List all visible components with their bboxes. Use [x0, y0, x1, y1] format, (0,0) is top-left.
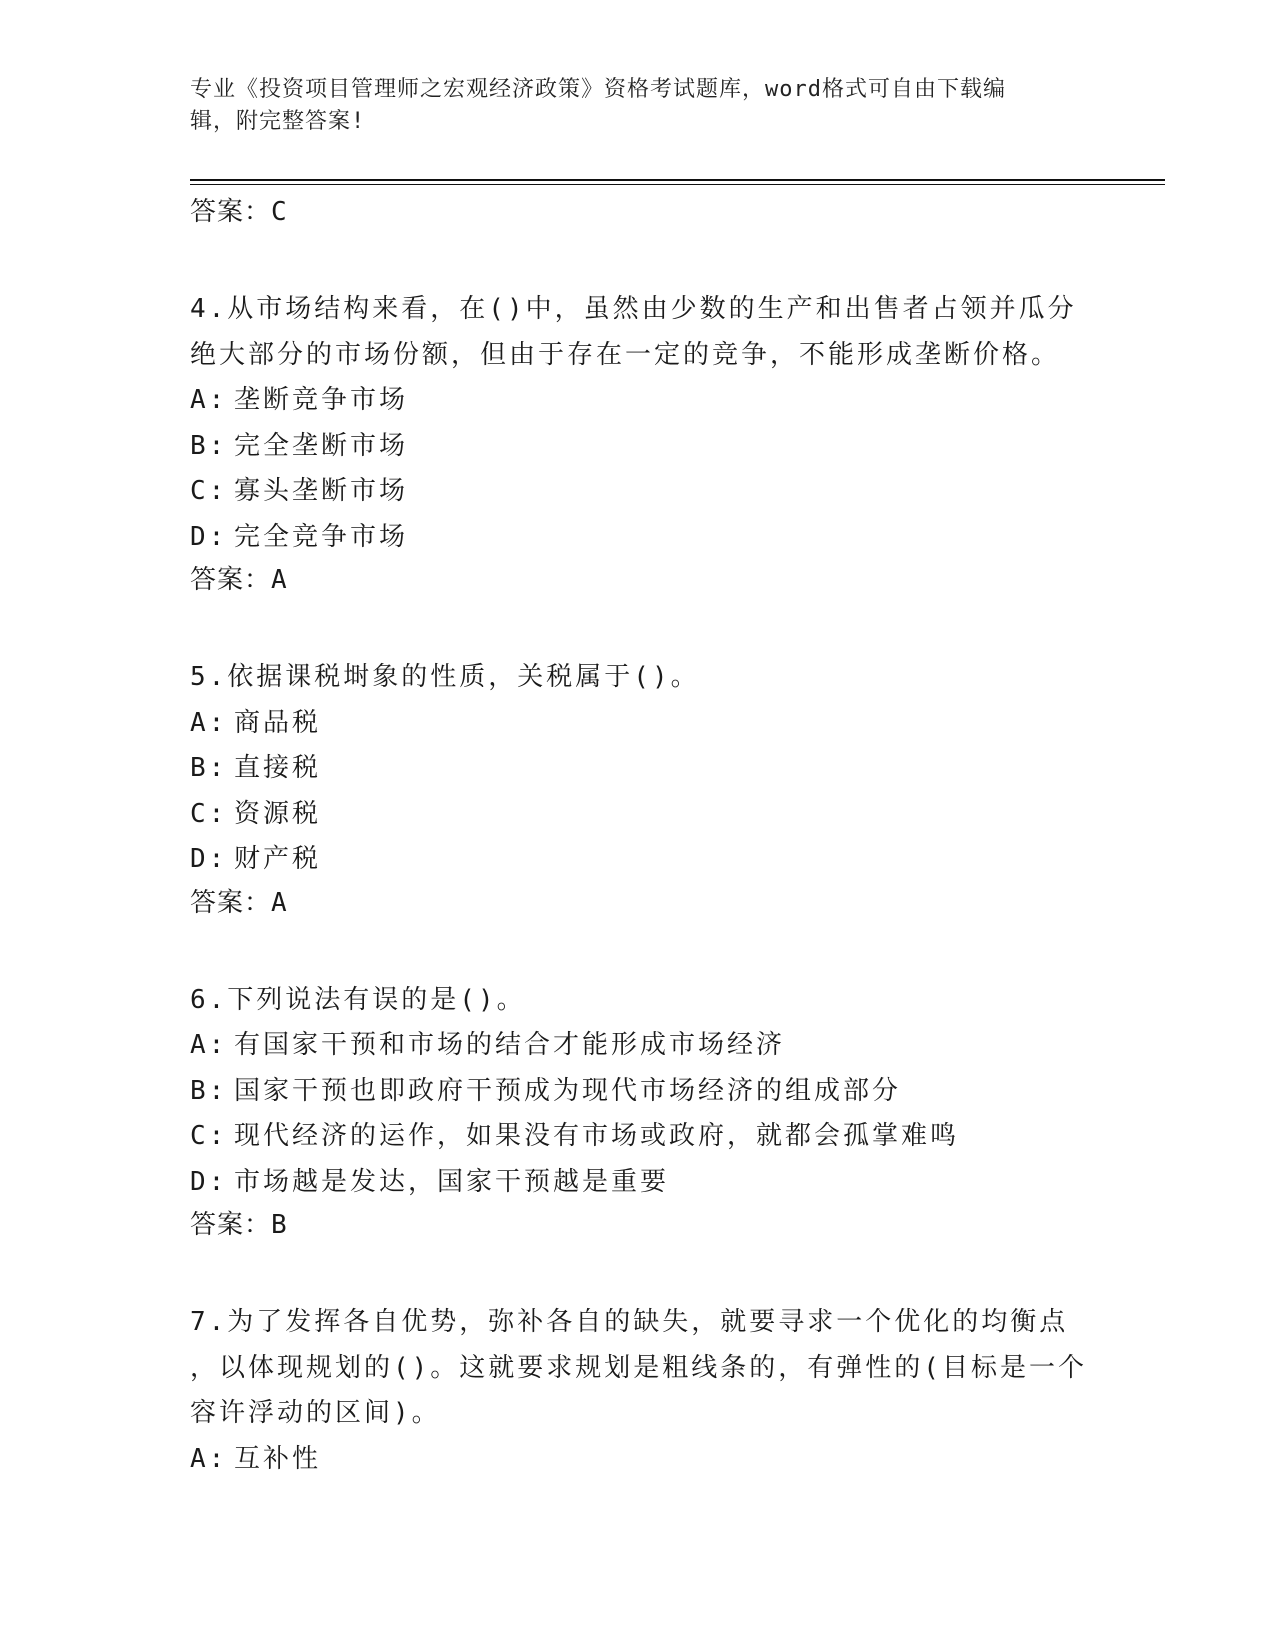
question-block — [190, 1300, 1090, 1482]
option-c — [190, 469, 1090, 515]
question-stem — [190, 978, 1090, 1024]
question-stem-line: 7.为了发挥各自优势，弥补各自的缺失，就要寻求一个优化的均衡点 — [190, 1307, 1069, 1337]
header-line-2: 辑，附完整答案! — [190, 109, 366, 134]
option-d — [190, 515, 1090, 561]
option-letter: A: — [190, 707, 228, 738]
option-text: 市场越是发达，国家干预越是重要 — [234, 1166, 670, 1197]
option-text: 商品税 — [234, 707, 322, 738]
option-letter: D: — [190, 521, 228, 552]
option-text: 寡头垄断市场 — [234, 476, 409, 506]
question-stem-line: ，以体现规划的()。这就要求规划是粗线条的，有弹性的(目标是一个 — [190, 1352, 1087, 1383]
answer-label: 答案： — [190, 197, 272, 227]
question-block — [190, 655, 1090, 923]
question-block — [190, 287, 1090, 600]
option-letter: D: — [190, 1166, 228, 1197]
question-stem-line: 绝大部分的市场份额，但由于存在一定的竞争，不能形成垄断价格。 — [190, 339, 1061, 370]
option-c — [190, 1114, 1090, 1160]
option-letter: D: — [190, 844, 228, 874]
option-b — [190, 746, 1090, 792]
page-header — [190, 74, 1090, 138]
option-letter: A: — [190, 1030, 228, 1060]
option-letter: A: — [190, 1443, 228, 1474]
question-stem-line: 容许浮动的区间)。 — [190, 1398, 441, 1428]
answer-value: A — [271, 887, 288, 918]
answer-value: C — [271, 197, 288, 227]
answer-label: 答案： — [190, 565, 272, 595]
option-letter: C: — [190, 476, 228, 506]
option-a — [190, 378, 1090, 424]
answer-line — [190, 883, 1090, 923]
option-text: 互补性 — [234, 1443, 322, 1474]
option-letter: C: — [190, 1121, 228, 1151]
option-text: 国家干预也即政府干预成为现代市场经济的组成部分 — [234, 1075, 902, 1106]
question-stem-line: 6.下列说法有误的是()。 — [190, 984, 526, 1015]
option-text: 现代经济的运作，如果没有市场或政府，就都会孤掌难鸣 — [234, 1121, 960, 1151]
header-divider-thick — [190, 179, 1165, 181]
question-stem-line: 4.从市场结构来看，在()中，虽然由少数的生产和出售者占领并瓜分 — [190, 294, 1077, 324]
answer-value: B — [271, 1210, 288, 1240]
option-b — [190, 424, 1090, 470]
question-list — [190, 192, 1090, 1537]
question-stem — [190, 1300, 1090, 1437]
option-text: 垄断竞争市场 — [234, 385, 409, 415]
question-stem — [190, 287, 1090, 378]
option-letter: C: — [190, 798, 228, 829]
option-letter: B: — [190, 1075, 228, 1106]
option-d — [190, 837, 1090, 883]
question-stem-line: 5.依据课税埘象的性质，关税属于()。 — [190, 662, 700, 692]
header-line-1: 专业《投资项目管理师之宏观经济政策》资格考试题库，word格式可自由下载编 — [190, 77, 1006, 102]
option-text: 直接税 — [234, 753, 322, 783]
question-stem — [190, 655, 1090, 701]
option-b — [190, 1069, 1090, 1115]
answer-line — [190, 560, 1090, 600]
option-text: 完全垄断市场 — [234, 430, 409, 461]
option-a — [190, 1437, 1090, 1483]
option-text: 完全竞争市场 — [234, 521, 409, 552]
option-text: 资源税 — [234, 798, 322, 829]
option-letter: A: — [190, 385, 228, 415]
answer-line — [190, 192, 1090, 232]
answer-label: 答案： — [190, 1210, 272, 1240]
answer-value: A — [271, 565, 288, 595]
header-divider-thin — [190, 184, 1165, 185]
option-letter: B: — [190, 753, 228, 783]
option-text: 有国家干预和市场的结合才能形成市场经济 — [234, 1030, 786, 1060]
option-a — [190, 701, 1090, 747]
option-c — [190, 792, 1090, 838]
question-block — [190, 978, 1090, 1246]
option-letter: B: — [190, 430, 228, 461]
option-d — [190, 1160, 1090, 1206]
answer-label: 答案： — [190, 887, 272, 918]
option-text: 财产税 — [234, 844, 322, 874]
answer-line — [190, 1205, 1090, 1245]
option-a — [190, 1023, 1090, 1069]
